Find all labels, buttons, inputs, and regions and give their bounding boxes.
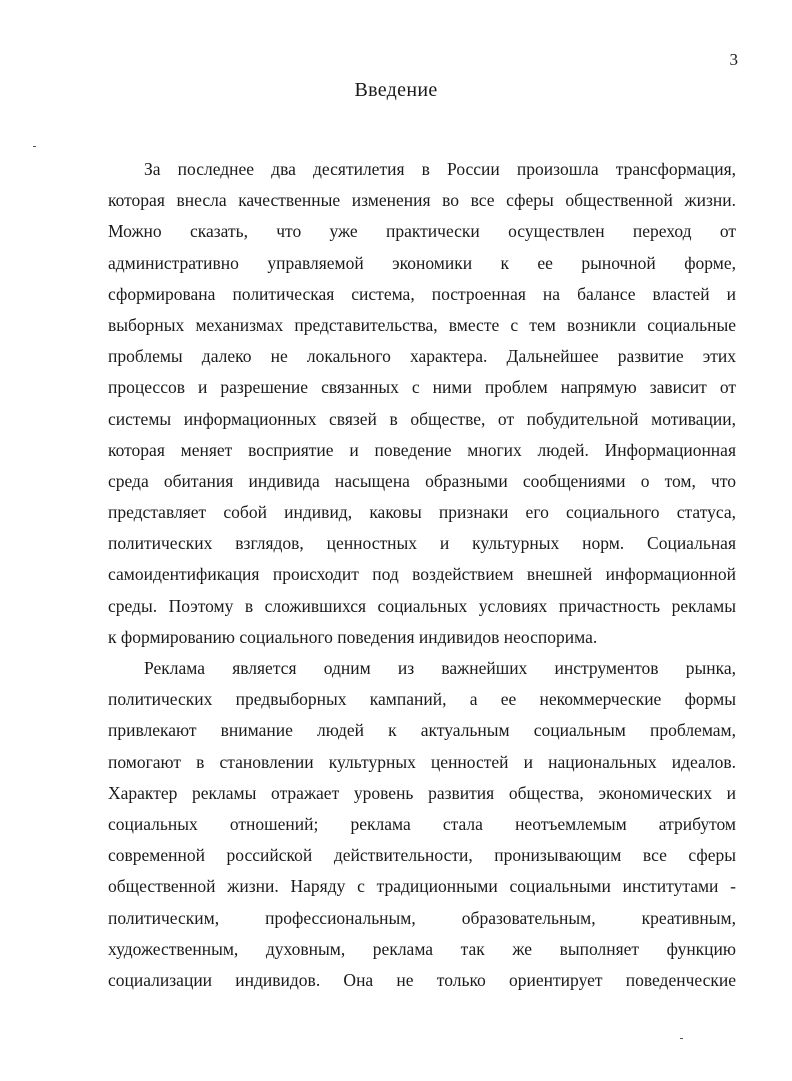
scan-speck bbox=[33, 146, 36, 147]
text-line: выборных механизмах представительства, вместе с тем возникли социальные bbox=[108, 314, 736, 335]
text-line: помогают в становлении культурных ценностей и национальных идеалов. bbox=[108, 751, 736, 772]
text-line: среды. Поэтому в сложившихся социальных условиях причастность рекламы bbox=[108, 595, 736, 616]
text-line: социальных отношений; реклама стала неотъемлемым атрибутом bbox=[108, 813, 736, 834]
text-line: общественной жизни. Наряду с традиционными социальными институтами - bbox=[108, 876, 736, 897]
text-line: процессов и разрешение связанных с ними проблем напрямую зависит от bbox=[108, 377, 736, 398]
text-line: привлекают внимание людей к актуальным социальным проблемам, bbox=[108, 720, 736, 741]
text-line: проблемы далеко не локального характера. Дальнейшее развитие этих bbox=[108, 346, 736, 367]
text-line: административно управляемой экономики к ее рыночной форме, bbox=[108, 252, 736, 273]
text-line: политических взглядов, ценностных и культурных норм. Социальная bbox=[108, 533, 736, 554]
page-number: 3 bbox=[729, 50, 738, 69]
text-line: Можно сказать, что уже практически осуществлен переход от bbox=[108, 221, 736, 242]
text-line: Характер рекламы отражает уровень развития общества, экономических и bbox=[108, 782, 736, 803]
text-line: современной российской действительности, пронизывающим все сферы bbox=[108, 845, 736, 866]
text-line: системы информационных связей в обществе, от побудительной мотивации, bbox=[108, 408, 736, 429]
text-line: которая меняет восприятие и поведение многих людей. Информационная bbox=[108, 439, 736, 460]
scan-speck bbox=[680, 1038, 683, 1039]
text-line: среда обитания индивида насыщена образными сообщениями о том, что bbox=[108, 470, 736, 491]
page-title: Введение bbox=[354, 79, 438, 101]
text-line: представляет собой индивид, каковы признаки его социального статуса, bbox=[108, 502, 736, 523]
text-line: к формированию социального поведения индивидов неоспорима. bbox=[108, 626, 598, 647]
text-line: За последнее два десятилетия в России произошла трансформация, bbox=[144, 159, 736, 179]
text-line: социализации индивидов. Она не только ориентирует поведенческие bbox=[108, 969, 736, 990]
text-line: политическим, профессиональным, образовательным, креативным, bbox=[108, 907, 736, 928]
paragraph-1 bbox=[108, 154, 736, 653]
text-line: самоидентификация происходит под воздействием внешней информационной bbox=[108, 564, 736, 585]
text-line: сформирована политическая система, построенная на балансе властей и bbox=[108, 283, 736, 304]
text-line: которая внесла качественные изменения во все сферы общественной жизни. bbox=[108, 190, 736, 211]
text-line: художественным, духовным, реклама так же выполняет функцию bbox=[108, 938, 736, 959]
body-text bbox=[108, 154, 736, 996]
paragraph-2 bbox=[108, 653, 736, 996]
text-line: Реклама является одним из важнейших инструментов рынка, bbox=[144, 658, 736, 678]
text-line: политических предвыборных кампаний, а ее некоммерческие формы bbox=[108, 689, 736, 710]
